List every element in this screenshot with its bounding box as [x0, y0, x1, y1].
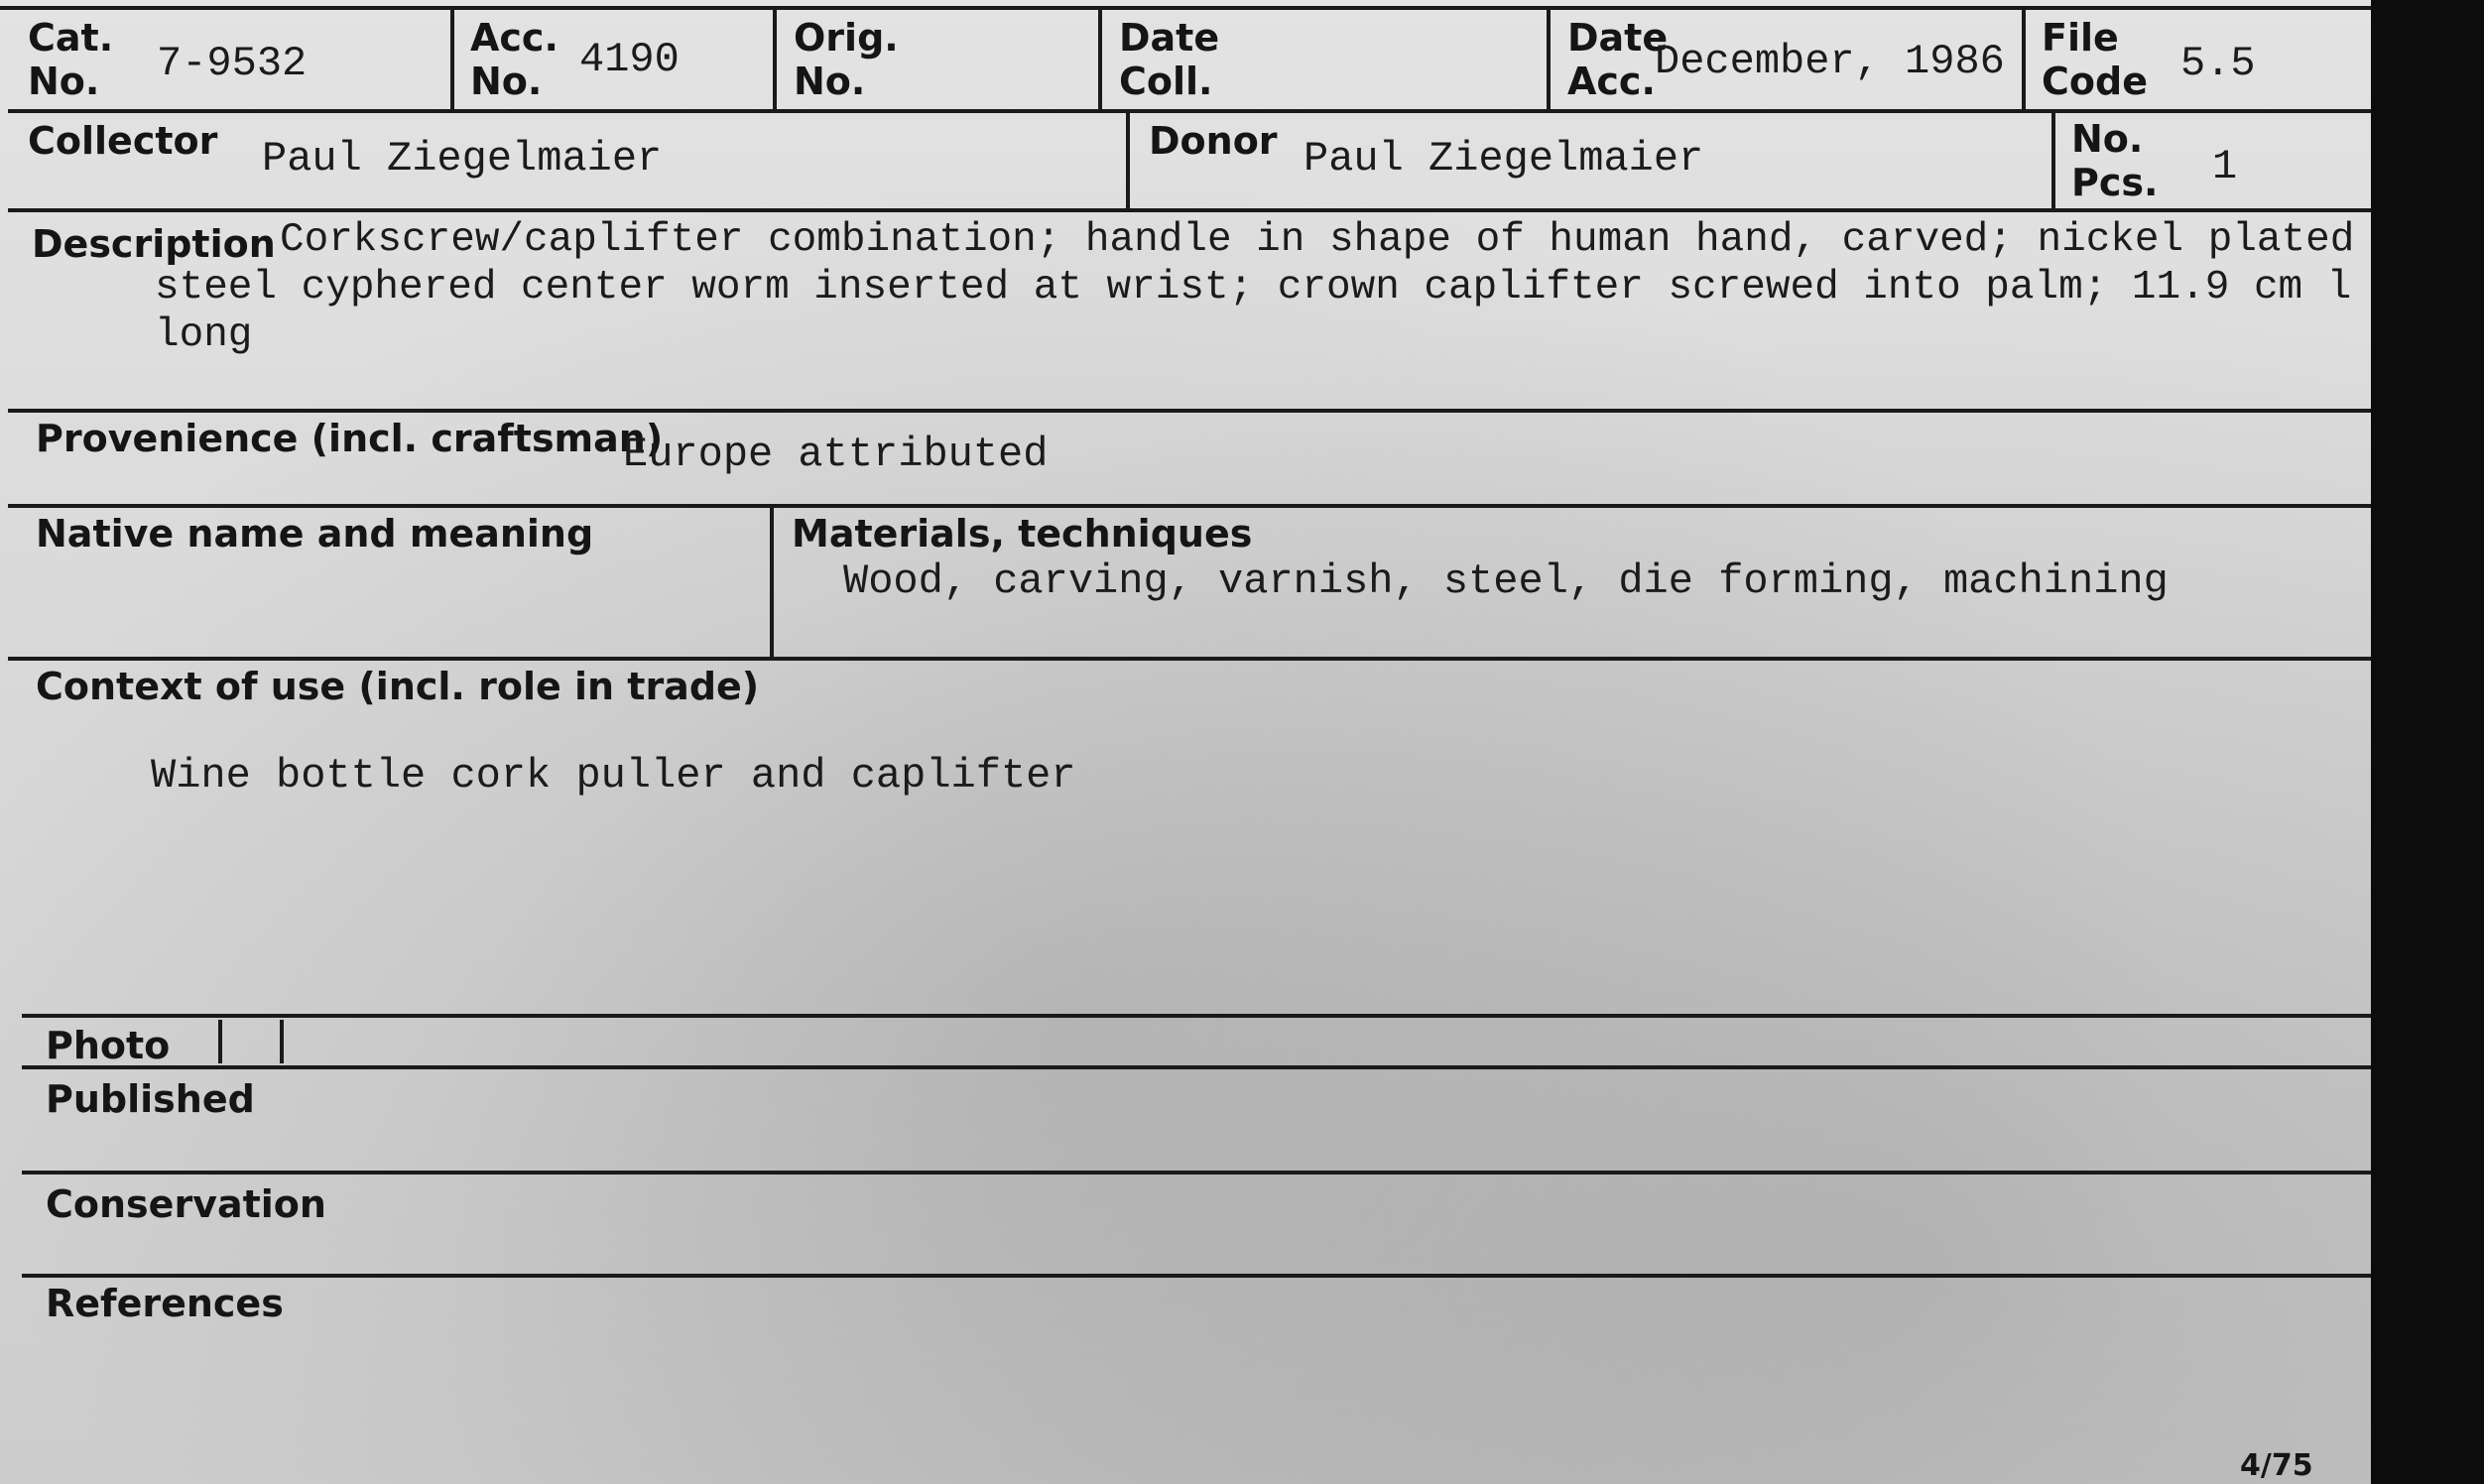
native-name-label: Native name and meaning	[36, 512, 594, 556]
file-code-label: File Code	[2042, 16, 2148, 103]
donor-value: Paul Ziegelmaier	[1304, 135, 1704, 183]
description-line: long	[155, 312, 253, 358]
collector-donor-divider	[1126, 109, 1130, 208]
file-code-value: 5.5	[2180, 40, 2256, 87]
conservation-label: Conservation	[46, 1182, 326, 1226]
published-divider	[22, 1171, 2371, 1175]
header-col-divider	[773, 8, 777, 109]
native-materials-divider	[770, 504, 774, 657]
description-line: Corkscrew/caplifter combination; handle in shape of human hand, carved; nickel plated	[280, 217, 2355, 263]
header-col-divider	[1098, 8, 1102, 109]
photo-label: Photo	[46, 1024, 171, 1067]
acc-no-value: 4190	[579, 36, 680, 83]
cat-no-label: Cat. No.	[28, 16, 114, 103]
published-label: Published	[46, 1077, 255, 1121]
date-coll-label: Date Coll.	[1119, 16, 1220, 103]
photo-divider	[22, 1065, 2371, 1069]
photo-box	[218, 1020, 284, 1063]
header-col-divider	[450, 8, 454, 109]
collector-row-divider	[8, 208, 2371, 212]
provenience-divider	[8, 504, 2371, 508]
orig-no-label: Orig. No.	[794, 16, 899, 103]
materials-value: Wood, carving, varnish, steel, die forming, machining	[843, 557, 2169, 605]
pieces-label: No. Pcs.	[2071, 117, 2159, 204]
context-label: Context of use (incl. role in trade)	[36, 665, 760, 708]
collector-label: Collector	[28, 119, 218, 163]
materials-divider	[8, 657, 2371, 661]
context-divider	[22, 1014, 2371, 1018]
donor-label: Donor	[1149, 119, 1278, 163]
header-row-divider	[8, 109, 2371, 113]
description-line: steel cyphered center worm inserted at wrist; crown caplifter screwed into palm; 11.9 cm l	[155, 265, 2352, 310]
pieces-value: 1	[2212, 143, 2238, 190]
context-value: Wine bottle cork puller and caplifter	[151, 752, 1076, 800]
provenience-value: Europe attributed	[623, 431, 1049, 478]
references-label: References	[46, 1282, 284, 1325]
cat-no-value: 7-9532	[157, 40, 308, 87]
collector-value: Paul Ziegelmaier	[262, 135, 663, 183]
date-acc-value: December, 1986	[1655, 38, 2005, 85]
header-col-divider	[2022, 8, 2026, 109]
conservation-divider	[22, 1274, 2371, 1278]
description-divider	[8, 409, 2371, 413]
description-label: Description	[32, 222, 276, 266]
materials-label: Materials, techniques	[792, 512, 1253, 556]
card-number: 4/75	[2240, 1448, 2313, 1483]
acc-no-label: Acc. No.	[470, 16, 559, 103]
provenience-label: Provenience (incl. craftsman)	[36, 417, 664, 460]
date-acc-label: Date Acc.	[1567, 16, 1669, 103]
donor-pieces-divider	[2051, 109, 2055, 208]
header-col-divider	[1547, 8, 1551, 109]
top-border	[0, 6, 2371, 10]
